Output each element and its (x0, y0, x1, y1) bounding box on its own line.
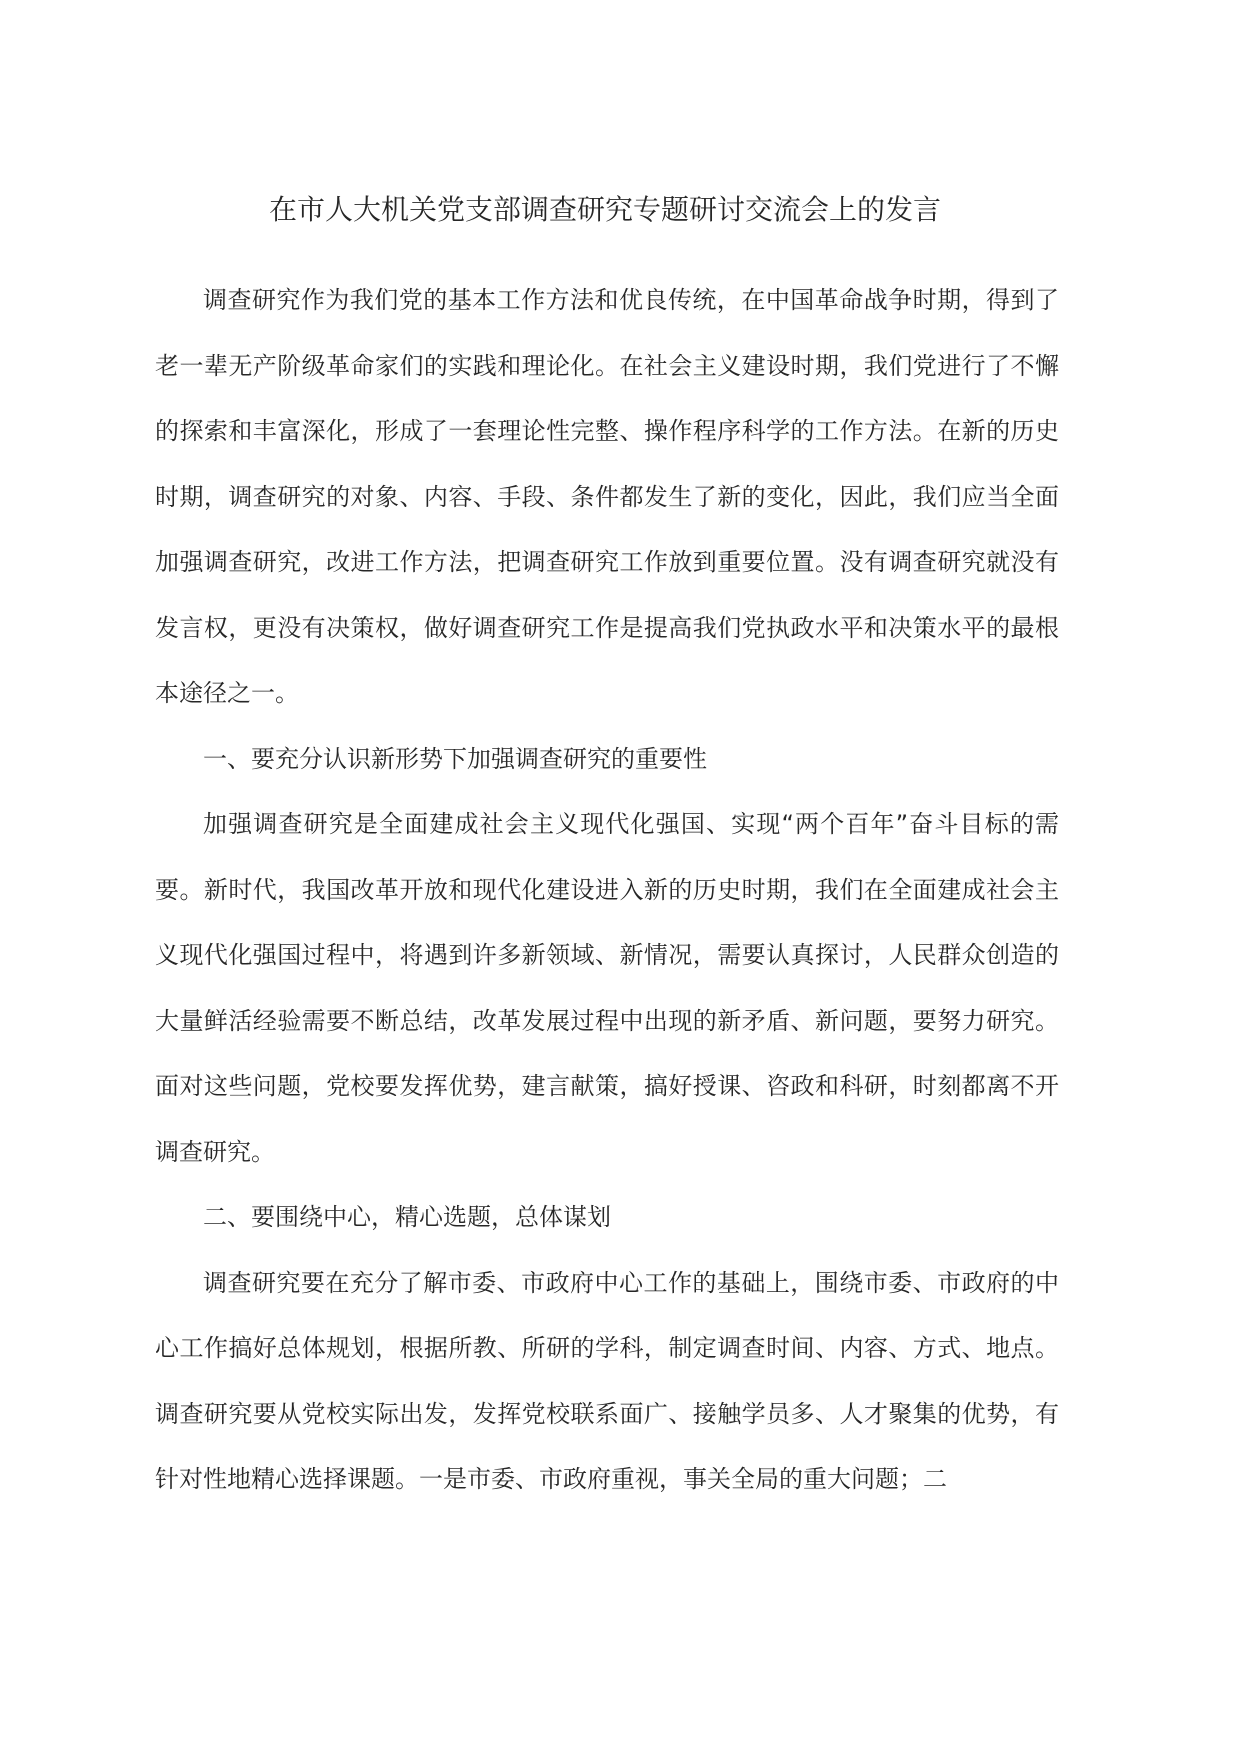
body-paragraph: 调查研究要在充分了解市委、市政府中心工作的基础上，围绕市委、市政府的中心工作搞好总体规划，根据所教、所研的学科，制定调查时间、内容、方式、地点。调查研究要从党校实际出发，发挥党校联系面广、接触学员多、人才聚集的优势，有针对性地精心选择课题。一是市委、市政府重视，事关全局的重大问题；二 (155, 1268, 1059, 1493)
body-paragraph: 调查研究作为我们党的基本工作方法和优良传统，在中国革命战争时期，得到了老一辈无产阶级革命家们的实践和理论化。在社会主义建设时期，我们党进行了不懈的探索和丰富深化，形成了一套理论性完整、操作程序科学的工作方法。在新的历史时期，调查研究的对象、内容、手段、条件都发生了新的变化，因此，我们应当全面加强调查研究，改进工作方法，把调查研究工作放到重要位置。没有调查研究就没有发言权，更没有决策权，做好调查研究工作是提高我们党执政水平和决策水平的最根本途径之一。 (155, 286, 1059, 707)
document-title: 在市人大机关党支部调查研究专题研讨交流会上的发言 (268, 193, 941, 226)
body-paragraph: 加强调查研究是全面建成社会主义现代化强国、实现“两个百年”奋斗目标的需要。新时代，我国改革开放和现代化建设进入新的历史时期，我们在全面建成社会主义现代化强国过程中，将遇到许多新领域、新情况，需要认真探讨，人民群众创造的大量鲜活经验需要不断总结，改革发展过程中出现的新矛盾、新问题，要努力研究。面对这些问题，党校要发挥优势，建言献策，搞好授课、咨政和科研，时刻都离不开调查研究。 (155, 810, 1059, 1166)
document-body (155, 268, 1059, 1513)
section-heading: 二、要围绕中心，精心选题，总体谋划 (203, 1203, 611, 1231)
section-heading: 一、要充分认识新形势下加强调查研究的重要性 (203, 744, 707, 773)
